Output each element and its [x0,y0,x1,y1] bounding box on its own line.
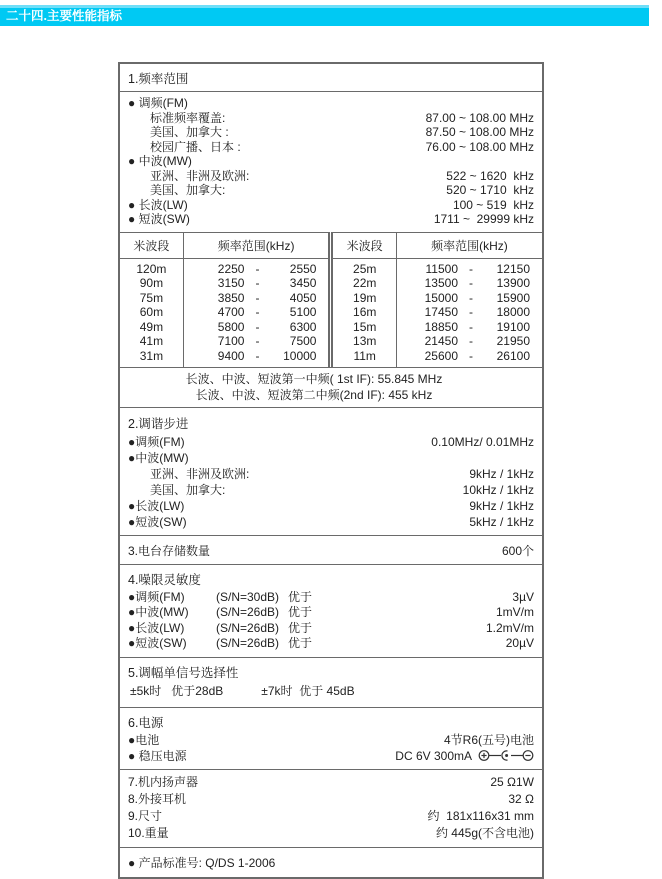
if-line-2: 长波、中波、短波第二中频(2nd IF): 455 kHz [195,387,433,402]
band-header-row [120,232,542,258]
band-cell: 120m [136,261,167,276]
range-from: 2250 [217,261,245,276]
range-dash: - [255,334,260,349]
if-frequencies [120,367,542,407]
band-row [120,258,542,276]
row-value: 5kHz / 1kHz [469,514,534,529]
band-col-header: 频率范围(kHz) [183,232,331,258]
section-4 [120,564,542,657]
row-label: 亚洲、非洲及欧洲: [150,168,250,183]
row-value: 32 Ω [508,791,534,806]
range-dash: - [255,319,260,334]
range-dash: - [469,319,473,334]
range-from: 25600 [424,349,458,364]
row-condition: (S/N=26dB) [216,636,280,651]
band-row [120,349,542,367]
range-dash: - [255,276,260,291]
spec-row [120,514,542,530]
row-label: ● 中波(MW) [128,154,192,168]
section-4-title: 4.噪限灵敏度 [128,572,201,587]
if-line-1: 长波、中波、短波第一中频( 1st IF): 55.845 MHz [185,371,443,386]
row-value [188,96,534,111]
band-range-cell [183,305,331,320]
selectivity-item: ±7k时 优于 45dB [261,683,355,698]
spec-row [120,605,542,621]
section-1-body [120,91,542,232]
row-label: 美国、加拿大: [150,482,226,497]
band-cell: 31m [139,349,164,364]
row-value: 0.10MHz/ 0.01MHz [431,434,534,449]
row-label: 10.重量 [128,825,169,840]
range-from: 13500 [424,276,458,291]
band-cell: 49m [139,319,164,334]
range-to: 7500 [289,334,317,349]
spec-row [120,183,542,198]
row-value: 522 ~ 1620 kHz [446,168,534,183]
band-col-header: 米波段 [331,232,396,258]
range-to: 15900 [496,290,530,305]
spec-row [120,198,542,213]
band-cell: 22m [331,276,396,291]
spec-table [118,62,544,879]
spec-row [120,636,542,652]
row-label: 亚洲、非洲及欧洲: [150,466,250,481]
band-range-cell [183,349,331,367]
row-value: 3µV [512,589,534,604]
range-from: 5800 [217,319,245,334]
band-cell: 75m [139,290,164,305]
section-6 [120,707,542,769]
band-cell: 15m [331,320,396,335]
section-1-title: 1.频率范围 [128,72,189,86]
range-dash: - [469,349,473,364]
row-value: 4节R6(五号)电池 [443,732,534,747]
range-to: 12150 [496,261,530,276]
row-value [189,450,534,466]
section-3-value: 600个 [501,543,534,558]
spec-row [120,482,542,498]
row-label: 美国、加拿大: [150,183,226,197]
range-to: 3450 [289,276,317,291]
band-cell: 16m [331,305,396,320]
range-to: 18000 [496,305,530,320]
band-row [120,320,542,335]
spec-row [120,154,542,169]
sections-7-10 [120,769,542,847]
row-value: 1711 ~ 29999 kHz [433,212,534,226]
range-from: 18850 [424,319,458,334]
row-label: ●短波(SW) [128,636,187,651]
band-range-cell [396,320,542,335]
row-value: 1.2mV/m [485,620,534,635]
range-from: 4700 [217,305,245,320]
range-to: 5100 [289,305,317,320]
row-qualifier: 优于 [288,636,313,651]
spec-row [120,590,542,606]
row-label: ●短波(SW) [128,514,187,529]
range-dash: - [255,305,260,320]
band-cell: 60m [139,305,164,320]
range-to: 26100 [496,349,530,364]
row-label: ● 长波(LW) [128,197,188,212]
band-cell: 13m [331,334,396,349]
row-value: 约 181x116x31 mm [427,808,534,823]
row-value: 9kHz / 1kHz [469,498,534,513]
selectivity-row [120,682,542,702]
band-row [120,291,542,306]
row-value: 约 445g(不含电池) [435,825,534,840]
range-from: 11500 [425,261,458,276]
band-range-cell [396,334,542,349]
row-value: 100 ~ 519 kHz [452,197,534,212]
row-label: ●中波(MW) [128,450,189,465]
band-range-cell [183,334,331,349]
row-label: 美国、加拿大 : [150,125,229,139]
range-dash: - [255,349,260,364]
page-title: 二十四.主要性能指标 [6,9,122,23]
row-qualifier: 优于 [288,605,313,620]
range-dash: - [469,305,473,320]
spec-row [120,808,542,825]
range-from: 15000 [424,290,458,305]
spec-row [120,169,542,184]
band-range-cell [183,258,331,276]
row-label: 标准频率覆盖: [150,110,226,125]
row-value: 520 ~ 1710 kHz [446,183,534,197]
spec-row [120,732,542,748]
row-value: 20µV [505,636,534,651]
row-label: ● 调频(FM) [128,96,188,110]
row-value: 87.50 ~ 108.00 MHz [425,125,534,139]
row-label: ●调频(FM) [128,434,185,449]
range-to: 10000 [283,349,317,364]
range-from: 17450 [424,305,458,320]
spec-row [120,748,542,764]
section-3 [120,535,542,564]
row-label: ●中波(MW) [128,605,189,620]
product-standard-row [120,847,542,877]
row-value: 76.00 ~ 108.00 MHz [425,139,534,154]
section-5 [120,657,542,707]
range-from: 9400 [217,349,245,364]
row-condition: (S/N=30dB) [216,589,280,604]
band-range-cell [396,305,542,320]
range-to: 4050 [289,290,317,305]
range-to: 21950 [496,334,530,349]
range-from: 21450 [424,334,458,349]
row-value: 10kHz / 1kHz [462,482,534,497]
band-cell: 90m [139,276,164,291]
range-dash: - [255,261,260,276]
band-cell: 41m [139,334,164,349]
spec-row [120,125,542,140]
band-range-cell [396,276,542,291]
range-dash: - [469,276,473,291]
range-dash: - [255,290,260,305]
band-row [120,305,542,320]
section-2-title: 2.调谐步进 [128,416,189,431]
band-range-cell [396,258,542,276]
spec-row [120,450,542,466]
row-value: 25 Ω1W [490,774,534,789]
range-from: 3850 [217,290,245,305]
section-6-title: 6.电源 [128,715,164,730]
spec-row [120,212,542,227]
row-label: ●长波(LW) [128,498,185,513]
band-range-cell [183,320,331,335]
row-label: 7.机内扬声器 [128,774,199,789]
section-3-label: 3.电台存储数量 [128,543,211,558]
section-2 [120,407,542,535]
spec-row [120,774,542,791]
row-value: 9kHz / 1kHz [469,466,534,481]
range-from: 7100 [217,334,245,349]
band-range-cell [183,276,331,291]
selectivity-item: ±5k时 优于28dB [130,683,224,698]
dc-value-group [187,748,534,764]
row-value: 87.00 ~ 108.00 MHz [425,110,534,125]
row-label: 9.尺寸 [128,808,163,823]
range-to: 6300 [289,319,317,334]
band-col-header: 米波段 [120,232,183,258]
spec-row [120,96,542,111]
dc-polarity-icon [478,749,534,762]
meter-band-table [120,232,542,367]
row-label: 8.外接耳机 [128,791,187,806]
band-row [120,276,542,291]
range-dash: - [469,290,473,305]
row-label: ● 稳压电源 [128,748,187,763]
row-qualifier: 优于 [288,620,313,635]
row-condition: (S/N=26dB) [216,620,280,635]
band-col-header: 频率范围(kHz) [396,232,542,258]
range-from: 3150 [217,276,245,291]
band-cell: 19m [331,291,396,306]
row-value: DC 6V 300mA [395,748,472,763]
row-condition: (S/N=26dB) [216,605,280,620]
band-range-cell [396,291,542,306]
section-5-title: 5.调幅单信号选择性 [128,665,239,680]
range-to: 2550 [289,261,317,276]
range-to: 13900 [496,276,530,291]
range-dash: - [469,334,473,349]
spec-row [120,825,542,842]
row-label: ●电池 [128,732,160,747]
spec-row [120,466,542,482]
band-range-cell [183,291,331,306]
band-cell: 11m [331,349,396,367]
band-row [120,334,542,349]
row-label: 校园广播、日本 : [150,139,241,154]
spec-row [120,111,542,126]
product-standard-label: ● 产品标准号: Q/DS 1-2006 [128,855,276,870]
row-label: ●调频(FM) [128,589,185,604]
range-to: 19100 [496,319,530,334]
spec-row [120,498,542,514]
row-label: ● 短波(SW) [128,212,190,226]
range-dash: - [469,261,473,276]
row-label: ●长波(LW) [128,620,185,635]
band-cell: 25m [331,258,396,276]
spec-row [120,621,542,637]
spec-row [120,791,542,808]
spec-row [120,434,542,450]
row-value [192,154,534,169]
band-range-cell [396,349,542,367]
page-header-bar [0,5,649,26]
row-value: 1mV/m [495,605,534,620]
spec-row [120,140,542,155]
row-qualifier: 优于 [288,589,313,604]
